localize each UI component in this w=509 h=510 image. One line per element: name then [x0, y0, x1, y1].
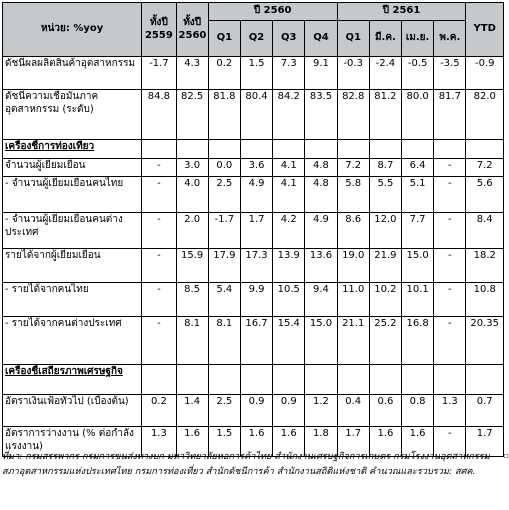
empty-cell: [142, 365, 176, 395]
value-cell: 0.7: [466, 395, 504, 427]
header-2561-may: พ.ค.: [434, 21, 466, 57]
value-cell: 8.5: [176, 283, 208, 317]
table-row: [3, 213, 504, 249]
value-cell: 8.7: [369, 159, 401, 177]
header-2560-q3: Q3: [273, 21, 305, 57]
value-cell: 81.7: [434, 90, 466, 140]
empty-cell: [466, 140, 504, 159]
value-cell: -: [142, 159, 176, 177]
value-cell: 10.8: [466, 283, 504, 317]
value-cell: 4.9: [240, 177, 272, 213]
value-cell: 2.0: [176, 213, 208, 249]
value-cell: 13.9: [273, 249, 305, 283]
table-row: [3, 177, 504, 213]
header-group-2561: ปี 2561: [337, 3, 466, 21]
value-cell: 15.4: [273, 317, 305, 365]
value-cell: 13.6: [305, 249, 337, 283]
value-cell: -1.7: [208, 213, 240, 249]
value-cell: 2.5: [208, 395, 240, 427]
section-row: [3, 140, 504, 159]
value-cell: 83.5: [305, 90, 337, 140]
value-cell: 16.8: [402, 317, 434, 365]
empty-cell: [208, 140, 240, 159]
value-cell: 4.3: [176, 57, 208, 90]
header-2560-q4: Q4: [305, 21, 337, 57]
value-cell: 3.0: [176, 159, 208, 177]
value-cell: 18.2: [466, 249, 504, 283]
value-cell: 8.6: [337, 213, 369, 249]
value-cell: 4.2: [273, 213, 305, 249]
empty-cell: [240, 365, 272, 395]
value-cell: 1.5: [240, 57, 272, 90]
empty-cell: [337, 365, 369, 395]
value-cell: 80.4: [240, 90, 272, 140]
row-label: รายได้จากผู้เยี่ยมเยือน: [3, 249, 142, 283]
value-cell: 15.9: [176, 249, 208, 283]
value-cell: -1.7: [142, 57, 176, 90]
value-cell: 0.4: [337, 395, 369, 427]
table-row: [3, 317, 504, 365]
header-ytd: YTD: [466, 3, 504, 57]
value-cell: -: [434, 159, 466, 177]
value-cell: 4.1: [273, 177, 305, 213]
value-cell: 21.9: [369, 249, 401, 283]
value-cell: 4.8: [305, 159, 337, 177]
value-cell: -0.3: [337, 57, 369, 90]
value-cell: 9.9: [240, 283, 272, 317]
value-cell: 1.6: [176, 427, 208, 457]
value-cell: 7.3: [273, 57, 305, 90]
value-cell: 7.7: [402, 213, 434, 249]
value-cell: 1.6: [369, 427, 401, 457]
value-cell: 1.6: [402, 427, 434, 457]
section-row: [3, 365, 504, 395]
value-cell: 5.8: [337, 177, 369, 213]
value-cell: 8.4: [466, 213, 504, 249]
value-cell: -: [142, 177, 176, 213]
table-row: [3, 249, 504, 283]
value-cell: 1.7: [337, 427, 369, 457]
value-cell: 5.1: [402, 177, 434, 213]
value-cell: 4.8: [305, 177, 337, 213]
empty-cell: [369, 140, 401, 159]
value-cell: 8.1: [208, 317, 240, 365]
value-cell: 10.2: [369, 283, 401, 317]
empty-cell: [273, 365, 305, 395]
value-cell: 1.7: [466, 427, 504, 457]
value-cell: 81.2: [369, 90, 401, 140]
empty-cell: [337, 140, 369, 159]
value-cell: 0.9: [240, 395, 272, 427]
value-cell: 0.2: [142, 395, 176, 427]
table-row: [3, 395, 504, 427]
row-label: อัตราการว่างงาน (% ต่อกำลังแรงงาน): [3, 427, 142, 457]
value-cell: 4.9: [305, 213, 337, 249]
value-cell: 9.4: [305, 283, 337, 317]
value-cell: 0.8: [402, 395, 434, 427]
empty-cell: [176, 140, 208, 159]
value-cell: 17.9: [208, 249, 240, 283]
row-label: ดัชนีความเชื่อมั่นภาคอุตสาหกรรม (ระดับ): [3, 90, 142, 140]
value-cell: 12.0: [369, 213, 401, 249]
value-cell: 5.6: [466, 177, 504, 213]
value-cell: 1.6: [240, 427, 272, 457]
empty-cell: [305, 365, 337, 395]
header-full-year-2560: ทั้งปี 2560: [176, 3, 208, 57]
row-label: - จำนวนผู้เยี่ยมเยือนคนต่างประเทศ: [3, 213, 142, 249]
value-cell: 7.2: [466, 159, 504, 177]
value-cell: -: [142, 283, 176, 317]
value-cell: 10.1: [402, 283, 434, 317]
value-cell: 20.35: [466, 317, 504, 365]
value-cell: 1.2: [305, 395, 337, 427]
value-cell: -: [434, 283, 466, 317]
value-cell: 15.0: [305, 317, 337, 365]
source-note: ที่มา: กรมสรรพากร กรมการขนส่งทางบก มหาวิทยาลัยหอการค้าไทย สำนักงานเศรษฐกิจการเกษตร กรมโรงงานอุตสาหกรรม สภาอุตสาหกรรมแห่งประเทศไทย กรมการท่องเที่ยว สำนักดัชนีการค้า สำนักงานสถิติแห่งชาติ คำนวณและรวบรวม: สศค.: [2, 451, 490, 477]
table-body: [3, 57, 504, 457]
empty-cell: [208, 365, 240, 395]
empty-cell: [434, 140, 466, 159]
value-cell: -: [434, 249, 466, 283]
header-2561-mar: มี.ค.: [369, 21, 401, 57]
value-cell: 1.6: [273, 427, 305, 457]
value-cell: 1.3: [142, 427, 176, 457]
value-cell: -: [434, 177, 466, 213]
value-cell: -: [434, 317, 466, 365]
row-label: จำนวนผู้เยี่ยมเยือน: [3, 159, 142, 177]
table-row: [3, 90, 504, 140]
value-cell: -: [434, 213, 466, 249]
empty-cell: [466, 365, 504, 395]
table-row: [3, 57, 504, 90]
value-cell: 84.2: [273, 90, 305, 140]
empty-cell: [176, 365, 208, 395]
value-cell: 84.8: [142, 90, 176, 140]
value-cell: 4.1: [273, 159, 305, 177]
value-cell: 0.9: [273, 395, 305, 427]
value-cell: 15.0: [402, 249, 434, 283]
header-2560-q1: Q1: [208, 21, 240, 57]
value-cell: 3.6: [240, 159, 272, 177]
table-row: [3, 159, 504, 177]
row-label: - จำนวนผู้เยี่ยมเยือนคนไทย: [3, 177, 142, 213]
empty-cell: [142, 140, 176, 159]
value-cell: 82.0: [466, 90, 504, 140]
value-cell: 21.1: [337, 317, 369, 365]
header-full-year-2559: ทั้งปี 2559: [142, 3, 176, 57]
value-cell: -2.4: [369, 57, 401, 90]
value-cell: 1.3: [434, 395, 466, 427]
value-cell: -: [142, 213, 176, 249]
header-group-2560: ปี 2560: [208, 3, 337, 21]
value-cell: 5.4: [208, 283, 240, 317]
value-cell: -0.9: [466, 57, 504, 90]
value-cell: -: [434, 427, 466, 457]
empty-cell: [369, 365, 401, 395]
value-cell: 10.5: [273, 283, 305, 317]
row-label: อัตราเงินเฟ้อทั่วไป (เบื้องต้น): [3, 395, 142, 427]
value-cell: 16.7: [240, 317, 272, 365]
economic-indicators-table: [2, 2, 504, 457]
value-cell: -0.5: [402, 57, 434, 90]
value-cell: 17.3: [240, 249, 272, 283]
empty-cell: [434, 365, 466, 395]
header-2560-q2: Q2: [240, 21, 272, 57]
value-cell: 1.7: [240, 213, 272, 249]
value-cell: 0.6: [369, 395, 401, 427]
header-2561-apr: เม.ย.: [402, 21, 434, 57]
value-cell: 1.5: [208, 427, 240, 457]
value-cell: 82.5: [176, 90, 208, 140]
value-cell: -: [142, 317, 176, 365]
section-label: เครื่องชี้การท่องเที่ยว: [3, 140, 142, 159]
header-2561-q1: Q1: [337, 21, 369, 57]
value-cell: 7.2: [337, 159, 369, 177]
value-cell: 5.5: [369, 177, 401, 213]
empty-cell: [402, 140, 434, 159]
empty-cell: [240, 140, 272, 159]
empty-cell: [273, 140, 305, 159]
empty-cell: [402, 365, 434, 395]
unit-header: หน่วย: %yoy: [3, 3, 142, 57]
value-cell: 82.8: [337, 90, 369, 140]
value-cell: 80.0: [402, 90, 434, 140]
row-label: - รายได้จากคนต่างประเทศ: [3, 317, 142, 365]
value-cell: 0.0: [208, 159, 240, 177]
row-label: ดัชนีผลผลิตสินค้าอุตสาหกรรม: [3, 57, 142, 90]
corner-marker: ▫: [503, 451, 509, 460]
value-cell: 1.4: [176, 395, 208, 427]
value-cell: 4.0: [176, 177, 208, 213]
table-row: [3, 283, 504, 317]
value-cell: 9.1: [305, 57, 337, 90]
value-cell: 11.0: [337, 283, 369, 317]
value-cell: 81.8: [208, 90, 240, 140]
value-cell: 0.2: [208, 57, 240, 90]
value-cell: -3.5: [434, 57, 466, 90]
value-cell: 1.8: [305, 427, 337, 457]
value-cell: 25.2: [369, 317, 401, 365]
value-cell: 6.4: [402, 159, 434, 177]
empty-cell: [305, 140, 337, 159]
value-cell: 8.1: [176, 317, 208, 365]
value-cell: 19.0: [337, 249, 369, 283]
value-cell: -: [142, 249, 176, 283]
section-label: เครื่องชี้เสถียรภาพเศรษฐกิจ: [3, 365, 142, 395]
row-label: - รายได้จากคนไทย: [3, 283, 142, 317]
value-cell: 2.5: [208, 177, 240, 213]
